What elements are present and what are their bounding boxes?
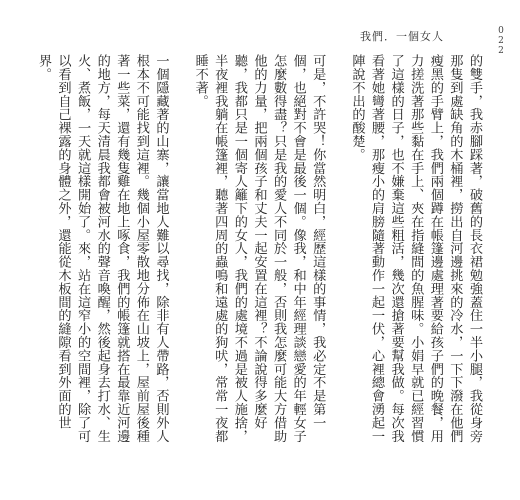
page-number: 022	[496, 26, 506, 56]
running-header: 我們．一個女人	[360, 30, 444, 43]
paragraph-2: 可是，不許哭！你當然明白，經歷這樣的事情，我必定不是第一個，也絕對不會是最後一個。像我，和中年經理談戀愛的年輕女子怎麼數得盡？只是我的愛人不同於一般，否則我怎麼可能大方借助他的力量，把兩個孩子和丈夫一起安置在這裡？不論說得多麼好聽，我都只是一個寄人籬下的女人，我們的處境不過是被人施捨，半夜裡我躺在帳篷裡，聽著四周的蟲鳴和遠處的狗吠，常常一夜都睡不著。	[192, 54, 326, 443]
paragraph-1: 的雙手，我赤腳踩著，破舊的長衣裙勉強蓋住一半小腿，我從身旁那隻到處缺角的木桶裡，撈出自河邊挑來的冷水，一下下潑在他們瘦黑的手臂上，我們兩個蹲在帳篷邊處理著要給孩子們的晚餐，用力搓洗著那些黏在手上、夾在指縫間的魚腥味。小娟早就已經習慣了這樣的日子，也不嫌棄這些粗活，幾次還搶著要幫我做。每次我看著她彎著腰，那瘦小的肩膀隨著動作一起一伏，心裡總會湧起一陣說不出的酸楚。	[349, 54, 482, 443]
paragraph-3: 一個隱藏著的山寨，讓當地人難以尋找，除非有人帶路，否則外人根本不可能找到這裡。幾個小屋零散地分佈在山坡上，屋前屋後種著一些菜，還有幾隻雞在地上啄食，我們的帳篷就搭在最靠近河邊的地方，每天清晨我都會被河水的聲音喚醒，然後起身去打水、生火、煮飯，一天就這樣開始了。來，站在這窄小的空間裡，除了可以看到自己裸露的身體之外，還能從木板間的縫隙看到外面的世界。	[35, 54, 169, 443]
body-text	[35, 54, 484, 454]
